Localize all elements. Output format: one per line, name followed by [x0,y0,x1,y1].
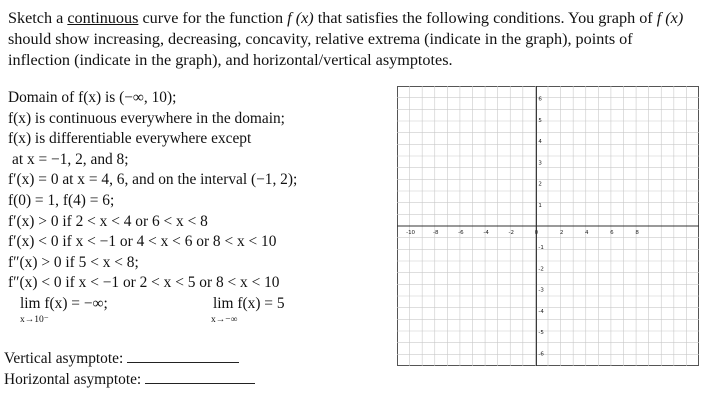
prompt-underlined: continuous [67,9,139,27]
prompt-text: curve for the function [138,9,288,27]
limit-right-sub: x→−∞ [211,314,238,325]
y-tick-label: -3 [538,287,544,294]
x-tick-label: -10 [406,230,416,236]
grid-svg[interactable] [397,86,699,366]
y-tick-label: -2 [538,266,544,273]
x-tick-label: -6 [458,230,464,236]
prompt-function: f (x) [656,9,684,27]
x-tick-label: 8 [635,230,639,236]
graph-grid[interactable] [397,86,699,366]
condition-domain: Domain of f(x) is (−∞, 10); [8,89,177,106]
x-tick-label: 0 [534,230,539,236]
limit-right-expr: lim f(x) = 5 [213,294,285,312]
x-tick-label: -8 [433,230,439,236]
prompt-text: that satisfies the following conditions. You graph of [313,9,657,27]
y-tick-label: -1 [538,245,544,252]
condition-values: f(0) = 1, f(4) = 6; [8,191,115,209]
prompt-text: should show increasing, decreasing, concavity, relative extrema (indicate in the graph), points of inflection (indicate in the graph), and horizontal/vertical asymptotes. [8,30,633,69]
problem-prompt [8,8,698,71]
y-tick-label: 3 [538,160,542,167]
y-tick-label: -6 [538,351,544,358]
limit-left [20,294,108,325]
y-tick-label: 4 [538,139,542,146]
limit-left-expr: lim f(x) = −∞; [20,294,108,312]
condition-differentiable: f(x) is differentiable everywhere except [8,130,252,148]
condition-nondiff-points: at x = −1, 2, and 8; [12,150,129,168]
x-tick-label: -2 [508,230,514,236]
condition-continuity: f(x) is continuous everywhere in the domain; [8,109,285,127]
conditions-list [8,88,398,328]
limit-right [211,294,285,325]
condition-concave-up: f″(x) > 0 if 5 < x < 8; [8,253,139,271]
vertical-asymptote-row [4,348,255,369]
answer-blanks [4,348,255,390]
condition-increasing: f′(x) > 0 if 2 < x < 4 or 6 < x < 8 [8,212,208,230]
vertical-asymptote-label: Vertical asymptote: [4,350,128,367]
x-tick-label: 2 [559,230,564,236]
limit-left-sub: x→10⁻ [20,314,49,325]
condition-concave-down: f″(x) < 0 if x < −1 or 2 < x < 5 or 8 < x < 10 [8,274,280,292]
y-tick-label: -5 [538,330,544,337]
condition-critical-points: f′(x) = 0 at x = 4, 6, and on the interval (−1, 2); [8,171,298,189]
y-tick-label: 1 [538,202,542,209]
prompt-text: Sketch a [8,9,68,27]
prompt-function: f (x) [287,9,314,27]
x-tick-label: 6 [610,230,614,236]
vertical-asymptote-blank[interactable] [127,348,239,363]
y-tick-label: 6 [538,96,542,103]
horizontal-asymptote-blank[interactable] [145,369,255,384]
horizontal-asymptote-row [4,369,255,390]
y-tick-label: 2 [538,181,542,188]
x-tick-label: 4 [585,230,589,236]
horizontal-asymptote-label: Horizontal asymptote: [4,371,146,388]
x-tick-label: -4 [483,230,489,236]
condition-limits [8,294,398,328]
y-tick-label: 5 [538,117,542,124]
condition-decreasing: f′(x) < 0 if x < −1 or 4 < x < 6 or 8 < x < 10 [8,233,277,251]
y-tick-label: -4 [538,308,544,315]
